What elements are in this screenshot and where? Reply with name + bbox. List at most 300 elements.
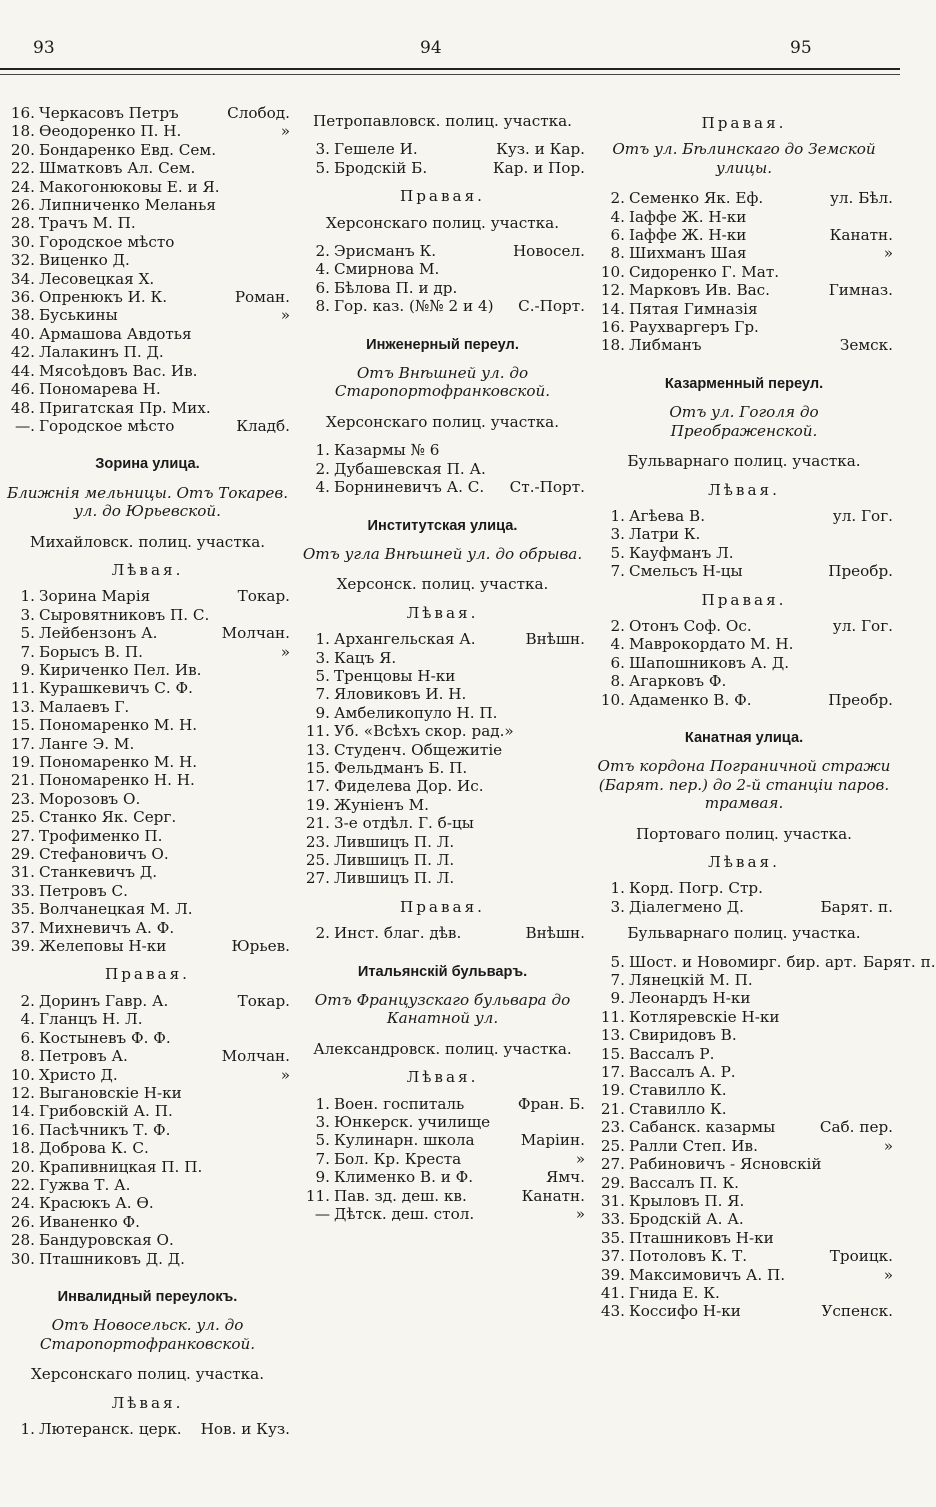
list-item	[5, 808, 290, 826]
entry-num: 17.	[305, 777, 330, 796]
entry-name: Буськины	[39, 306, 118, 325]
entry-note: Канатн.	[829, 226, 893, 245]
list-item	[300, 814, 585, 832]
entry-num: 22.	[10, 159, 35, 178]
entry-note: »	[575, 1149, 585, 1168]
precinct-label: Петропавловск. полиц. участка.	[313, 112, 572, 130]
entry-num: 35.	[10, 900, 35, 919]
entry-note	[284, 827, 290, 845]
list-item	[300, 260, 585, 278]
list-item	[5, 643, 290, 661]
entry-note: Кар. и Пор.	[492, 158, 585, 177]
route-description: Ближнія мельницы. Отъ Токарев. ул. до Юрьевской.	[6, 483, 289, 521]
entry-num: 6.	[610, 653, 625, 672]
entry-num: 26.	[10, 196, 35, 215]
entry-note: Куз. и Кар.	[496, 140, 585, 159]
side-label: Лѣвая.	[406, 1068, 479, 1087]
entry-num: 6.	[610, 226, 625, 245]
entry-name: Ставилло К.	[629, 1081, 727, 1100]
list-item	[595, 1008, 893, 1026]
entry-num: 1.	[20, 587, 35, 606]
street-section	[5, 104, 290, 435]
entry-name: Лянецкій М. П.	[629, 971, 753, 990]
entry-num: 7.	[610, 562, 625, 581]
entry-num: 48.	[10, 398, 35, 417]
route-description: Отъ угла Внѣшней ул. до обрыва.	[302, 544, 583, 563]
entry-note: Маріин.	[520, 1131, 585, 1150]
street-title: Зорина улица.	[95, 456, 200, 473]
entry-name: Маврокордато М. Н.	[629, 635, 794, 654]
entry-note	[284, 362, 290, 380]
entry-name: Кацъ Я.	[334, 648, 397, 667]
entry-num: 3.	[610, 525, 625, 544]
entry-num: 15.	[305, 758, 330, 777]
entry-name: Котляревскіе Н-ки	[629, 1007, 780, 1026]
list-item	[5, 251, 290, 269]
list-item	[5, 661, 290, 679]
entry-name: Ралли Степ. Ив.	[629, 1136, 758, 1155]
list-item	[300, 1205, 585, 1223]
entry-num: 11.	[305, 722, 330, 741]
entry-note: Успенск.	[821, 1302, 893, 1321]
entry-num: 27.	[10, 826, 35, 845]
entry-num: 1.	[20, 1420, 35, 1438]
entry-note: С.-Порт.	[518, 297, 585, 316]
entry-name: Кириченко Пел. Ив.	[39, 660, 202, 679]
side-label: Лѣвая.	[111, 560, 184, 579]
entry-note	[284, 1010, 290, 1028]
entry-note	[284, 214, 290, 232]
entry-note: »	[280, 122, 290, 141]
entry-num: 19.	[305, 795, 330, 814]
entry-num: 28.	[10, 1231, 35, 1250]
entry-name: Пономаренко М. Н.	[39, 716, 198, 735]
entry-name: Леонардъ Н-ки	[629, 989, 751, 1008]
entry-name: Сабанск. казармы	[629, 1118, 776, 1137]
entry-num: 19.	[10, 753, 35, 771]
list-item	[595, 617, 893, 635]
entry-note	[887, 208, 893, 226]
entry-num: 33.	[10, 881, 35, 900]
entry-name: Максимовичъ А. П.	[629, 1265, 786, 1284]
entry-name: Коссифо Н-ки	[629, 1302, 741, 1321]
entry-name: Казармы № 6	[334, 441, 440, 460]
entry-name: Стефановичъ О.	[39, 845, 169, 864]
entry-note	[284, 1158, 290, 1176]
entry-name: Макогонюковы Е. и Я.	[39, 177, 220, 196]
list-item	[595, 281, 893, 299]
entry-name: Корд. Погр. Стр.	[629, 879, 763, 898]
street-title: Итальянскій бульваръ.	[357, 963, 528, 980]
entry-name: Бродскій Б.	[334, 158, 428, 177]
list-item	[5, 1029, 290, 1047]
entry-note	[579, 667, 585, 685]
entry-num: 17.	[600, 1063, 625, 1082]
list-item	[5, 1176, 290, 1194]
entry-note: Токар.	[237, 587, 290, 606]
entry-num: 5.	[610, 952, 625, 971]
entry-num: 39.	[600, 1265, 625, 1284]
entry-note	[579, 814, 585, 832]
entry-name: Жуніенъ М.	[334, 795, 429, 814]
entry-name: Клименко В. и Ф.	[334, 1168, 474, 1187]
entry-note	[284, 1176, 290, 1194]
entry-num: 4.	[610, 207, 625, 226]
entry-name: Бродскій А. А.	[629, 1210, 744, 1229]
list-item	[5, 919, 290, 937]
entry-num: 14.	[10, 1102, 35, 1121]
entry-num: 20.	[10, 140, 35, 159]
entry-name: Студенч. Общежитіе	[334, 740, 503, 759]
list-item	[595, 244, 893, 262]
column-left	[5, 104, 290, 1446]
precinct-label: Херсонскаго полиц. участка.	[30, 1365, 265, 1384]
entry-note: Молчан.	[221, 1047, 290, 1066]
list-item	[300, 667, 585, 685]
list-item	[5, 587, 290, 605]
street-title: Инженерный переул.	[366, 336, 519, 353]
entry-note	[284, 380, 290, 398]
list-item	[5, 306, 290, 324]
entry-num: 41.	[600, 1283, 625, 1302]
list-item	[300, 159, 585, 177]
entry-num: 3.	[315, 140, 330, 159]
entry-note	[284, 141, 290, 159]
entry-num: 9.	[610, 989, 625, 1008]
entry-num: 7.	[315, 1149, 330, 1168]
entry-name: Кулинарн. школа	[334, 1131, 475, 1150]
entry-name: Рабиновичъ - Ясновскій	[629, 1155, 822, 1174]
list-item	[595, 635, 893, 653]
entry-note	[284, 919, 290, 937]
entry-name: Пташниковъ Н-ки	[629, 1228, 774, 1247]
list-item	[595, 318, 893, 336]
entry-num: 10.	[600, 262, 625, 281]
side-label: Лѣвая.	[111, 1393, 184, 1412]
entry-note: Канатн.	[521, 1186, 585, 1205]
entry-note	[887, 1174, 893, 1192]
entry-name: Фиделева Дор. Ис.	[334, 777, 484, 796]
entry-num: 13.	[600, 1026, 625, 1045]
entry-num: 4.	[315, 260, 330, 279]
street-section	[5, 965, 290, 1268]
entry-num: 8.	[610, 672, 625, 691]
list-item	[5, 1084, 290, 1102]
list-item	[595, 562, 893, 580]
list-item	[5, 1231, 290, 1249]
entry-name: Пав. зд. деш. кв.	[334, 1186, 467, 1205]
entry-num: 6.	[315, 278, 330, 297]
list-item	[5, 362, 290, 380]
entry-note: ул. Гог.	[832, 506, 893, 525]
entry-num: 3.	[20, 605, 35, 624]
entry-name: Борысъ В. П.	[39, 642, 143, 661]
list-item	[300, 833, 585, 851]
entry-note	[284, 808, 290, 826]
entry-num: 23.	[600, 1118, 625, 1137]
entry-num: 25.	[305, 851, 330, 869]
list-item	[5, 1139, 290, 1157]
entry-name: Доброва К. С.	[39, 1139, 149, 1158]
precinct-label: Херсонскаго полиц. участка.	[325, 412, 560, 431]
entry-note	[284, 900, 290, 918]
entry-num: 22.	[10, 1175, 35, 1194]
entry-note	[284, 251, 290, 269]
entry-note: Нов. и Куз.	[200, 1420, 290, 1438]
entry-num: 4.	[610, 635, 625, 654]
entry-note	[284, 771, 290, 789]
entry-num: 42.	[10, 343, 35, 362]
entry-num: 7.	[610, 971, 625, 990]
entry-num: 18.	[600, 336, 625, 355]
list-item	[595, 1045, 893, 1063]
entry-note	[579, 869, 585, 887]
list-item	[300, 1168, 585, 1186]
entry-num: 6.	[20, 1028, 35, 1047]
entry-name: Виценко Д.	[39, 251, 130, 270]
entry-note	[284, 1213, 290, 1231]
list-item	[5, 399, 290, 417]
entry-num: 27.	[305, 869, 330, 888]
entry-note	[887, 1155, 893, 1173]
entry-name: Іаффе Ж. Н-ки	[629, 226, 747, 245]
list-item	[300, 759, 585, 777]
side-label: Правая.	[399, 187, 486, 206]
entry-note	[887, 879, 893, 897]
entry-name: Агѣева В.	[629, 506, 706, 525]
precinct-label: Бульварнаго полиц. участка.	[627, 452, 861, 471]
entry-name: Шихманъ Шая	[629, 244, 747, 263]
entry-num: 13.	[10, 697, 35, 716]
entry-num: 16.	[10, 1120, 35, 1139]
entry-num: 4.	[20, 1010, 35, 1029]
entry-name: Гешеле И.	[334, 140, 418, 159]
entry-name: Вассалъ А. Р.	[629, 1063, 736, 1082]
entry-note	[579, 759, 585, 777]
entry-name: Желеповы Н-ки	[39, 937, 167, 956]
list-item	[5, 1213, 290, 1231]
street-section	[300, 336, 585, 497]
entry-name: Бѣлова П. и др.	[334, 278, 458, 297]
entry-num: 2.	[610, 616, 625, 635]
list-item	[300, 1131, 585, 1149]
entry-num: 5.	[315, 1131, 330, 1150]
entry-num: 31.	[10, 863, 35, 882]
entry-note: »	[883, 1265, 893, 1284]
list-item	[595, 263, 893, 281]
side-label: Правая.	[701, 114, 787, 132]
header-rule	[0, 68, 900, 70]
route-description: Отъ Французскаго бульвара до Канатной ул.	[314, 991, 571, 1028]
entry-num: 12.	[600, 281, 625, 300]
side-label: Правая.	[701, 590, 787, 609]
list-item	[595, 1229, 893, 1247]
entry-note	[579, 704, 585, 722]
entry-note	[284, 882, 290, 900]
entry-name: Черкасовъ Петръ	[39, 104, 179, 122]
entry-name: Іаффе Ж. Н-ки	[629, 207, 747, 226]
list-item	[595, 691, 893, 709]
list-item	[595, 1247, 893, 1265]
entry-name: Бандуровская О.	[39, 1231, 174, 1250]
entry-note	[579, 741, 585, 759]
list-item	[5, 196, 290, 214]
entry-note	[284, 1121, 290, 1139]
street-section	[5, 1288, 290, 1438]
entry-note	[887, 1026, 893, 1044]
street-section	[595, 114, 893, 355]
entry-name: Смельсъ Н-цы	[629, 562, 743, 581]
entry-note	[887, 971, 893, 989]
list-item	[595, 1063, 893, 1081]
entry-note	[887, 318, 893, 336]
list-item	[300, 441, 585, 459]
entry-name: Адаменко В. Ф.	[629, 690, 752, 709]
list-item	[5, 178, 290, 196]
list-item	[5, 882, 290, 900]
entry-name: Петровъ С.	[39, 881, 128, 900]
entry-name: Михневичъ А. Ф.	[39, 918, 175, 937]
entry-note	[284, 753, 290, 771]
entry-name: Дѣтск. деш. стол.	[334, 1205, 475, 1224]
entry-name: Пономаренко М. Н.	[39, 753, 198, 771]
list-item	[595, 952, 936, 971]
entry-note	[887, 1210, 893, 1228]
entry-num: 26.	[10, 1212, 35, 1231]
entry-name: Иваненко Ф.	[39, 1212, 140, 1231]
entry-note	[284, 1139, 290, 1157]
entry-name: Городское мѣсто	[39, 416, 175, 435]
precinct-label: Херсонск. полиц. участка.	[336, 575, 549, 594]
route-description: Отъ Внѣшней ул. до Старопортофранковской.	[334, 364, 551, 401]
list-item	[5, 937, 290, 955]
list-item	[5, 679, 290, 697]
entry-name: Либманъ	[629, 336, 702, 355]
entry-name: Яловиковъ И. Н.	[334, 685, 467, 704]
entry-num: 9.	[315, 1168, 330, 1187]
entry-note: »	[280, 1065, 290, 1084]
entry-num: 35.	[600, 1228, 625, 1247]
entry-name: Лившицъ П. Л.	[334, 832, 455, 851]
list-item	[300, 279, 585, 297]
entry-note	[887, 544, 893, 562]
entry-name: Воен. госпиталь	[334, 1094, 465, 1113]
entry-note: Барят. п.	[820, 897, 893, 916]
entry-note	[579, 260, 585, 278]
entry-note: Внѣшн.	[525, 924, 585, 943]
entry-name: Семенко Як. Еф.	[629, 189, 764, 208]
entry-name: Волчанецкая М. Л.	[39, 900, 193, 919]
entry-name: Гор. каз. (№№ 2 и 4)	[334, 297, 494, 316]
list-item	[300, 851, 585, 869]
entry-name: Тренцовы Н-ки	[334, 666, 456, 685]
entry-num: 11.	[305, 1186, 330, 1205]
street-title: Канатная улица.	[684, 729, 804, 746]
entry-note	[579, 279, 585, 297]
entry-name: Смирнова М.	[334, 260, 440, 279]
list-item	[5, 606, 290, 624]
entry-name: Архангельская А.	[334, 630, 476, 649]
entry-name: Станкевичъ Д.	[39, 863, 158, 882]
entry-num: 5.	[610, 543, 625, 562]
entry-note: Саб. пер.	[819, 1118, 893, 1137]
entry-num: 12.	[10, 1083, 35, 1102]
list-item	[595, 971, 893, 989]
entry-note	[887, 1081, 893, 1099]
entry-num: 1.	[315, 441, 330, 460]
street-section	[300, 517, 585, 888]
list-item	[5, 1158, 290, 1176]
entry-name: Гужва Т. А.	[39, 1175, 131, 1194]
entry-name: Городское мѣсто	[39, 232, 175, 251]
entry-name: Инст. благ. дѣв.	[334, 924, 462, 943]
entry-num: 7.	[315, 685, 330, 704]
entry-name: Агарковъ Ф.	[629, 672, 727, 691]
entry-num: 14.	[600, 299, 625, 318]
entry-name: Борниневичъ А. С.	[334, 478, 485, 497]
list-item	[595, 525, 893, 543]
entry-name: Курашкевичъ С. Ф.	[39, 679, 193, 698]
list-item	[595, 226, 893, 244]
entry-note	[579, 649, 585, 667]
entry-num: 4.	[315, 478, 330, 497]
entry-note	[887, 300, 893, 318]
entry-name: Свиридовъ В.	[629, 1026, 737, 1045]
entry-name: Доринъ Гавр. А.	[39, 991, 169, 1010]
entry-note	[579, 851, 585, 869]
entry-num: 38.	[10, 306, 35, 325]
entry-name: Бондаренко Евд. Сем.	[39, 140, 217, 159]
street-section	[300, 898, 585, 943]
list-item	[300, 297, 585, 315]
list-item	[595, 507, 893, 525]
entry-num: 43.	[600, 1302, 625, 1321]
entry-num: 3.	[610, 897, 625, 916]
entry-num: 2.	[315, 924, 330, 943]
entry-name: Трачъ М. П.	[39, 214, 136, 233]
entry-name: Эрисманъ К.	[334, 242, 437, 261]
side-label: Лѣвая.	[708, 853, 780, 871]
list-item	[595, 1137, 893, 1155]
list-item	[595, 300, 893, 318]
entry-num: —.	[14, 416, 35, 435]
entry-note	[284, 735, 290, 753]
entry-num: 9.	[20, 660, 35, 679]
entry-note	[284, 399, 290, 417]
entry-name: Бол. Кр. Креста	[334, 1149, 462, 1168]
entry-note: Земск.	[839, 336, 893, 355]
entry-name: Дубашевская П. А.	[334, 459, 486, 478]
list-item	[300, 630, 585, 648]
entry-num: 11.	[10, 679, 35, 698]
entry-note	[887, 635, 893, 653]
entry-note: Преобр.	[828, 562, 893, 581]
page-number-right: 95	[790, 38, 812, 58]
list-item	[300, 478, 585, 496]
entry-num: 21.	[305, 814, 330, 833]
entry-num: 30.	[10, 1249, 35, 1268]
entry-num: 37.	[10, 918, 35, 937]
entry-note	[284, 863, 290, 881]
entry-note: Барят. п.	[863, 952, 936, 971]
entry-num: 2.	[20, 991, 35, 1010]
entry-note	[579, 722, 585, 740]
list-item	[595, 1210, 893, 1228]
entry-num: 13.	[305, 740, 330, 759]
column-middle	[300, 104, 585, 1232]
entry-num: 15.	[10, 716, 35, 735]
entry-num: 23.	[10, 789, 35, 808]
